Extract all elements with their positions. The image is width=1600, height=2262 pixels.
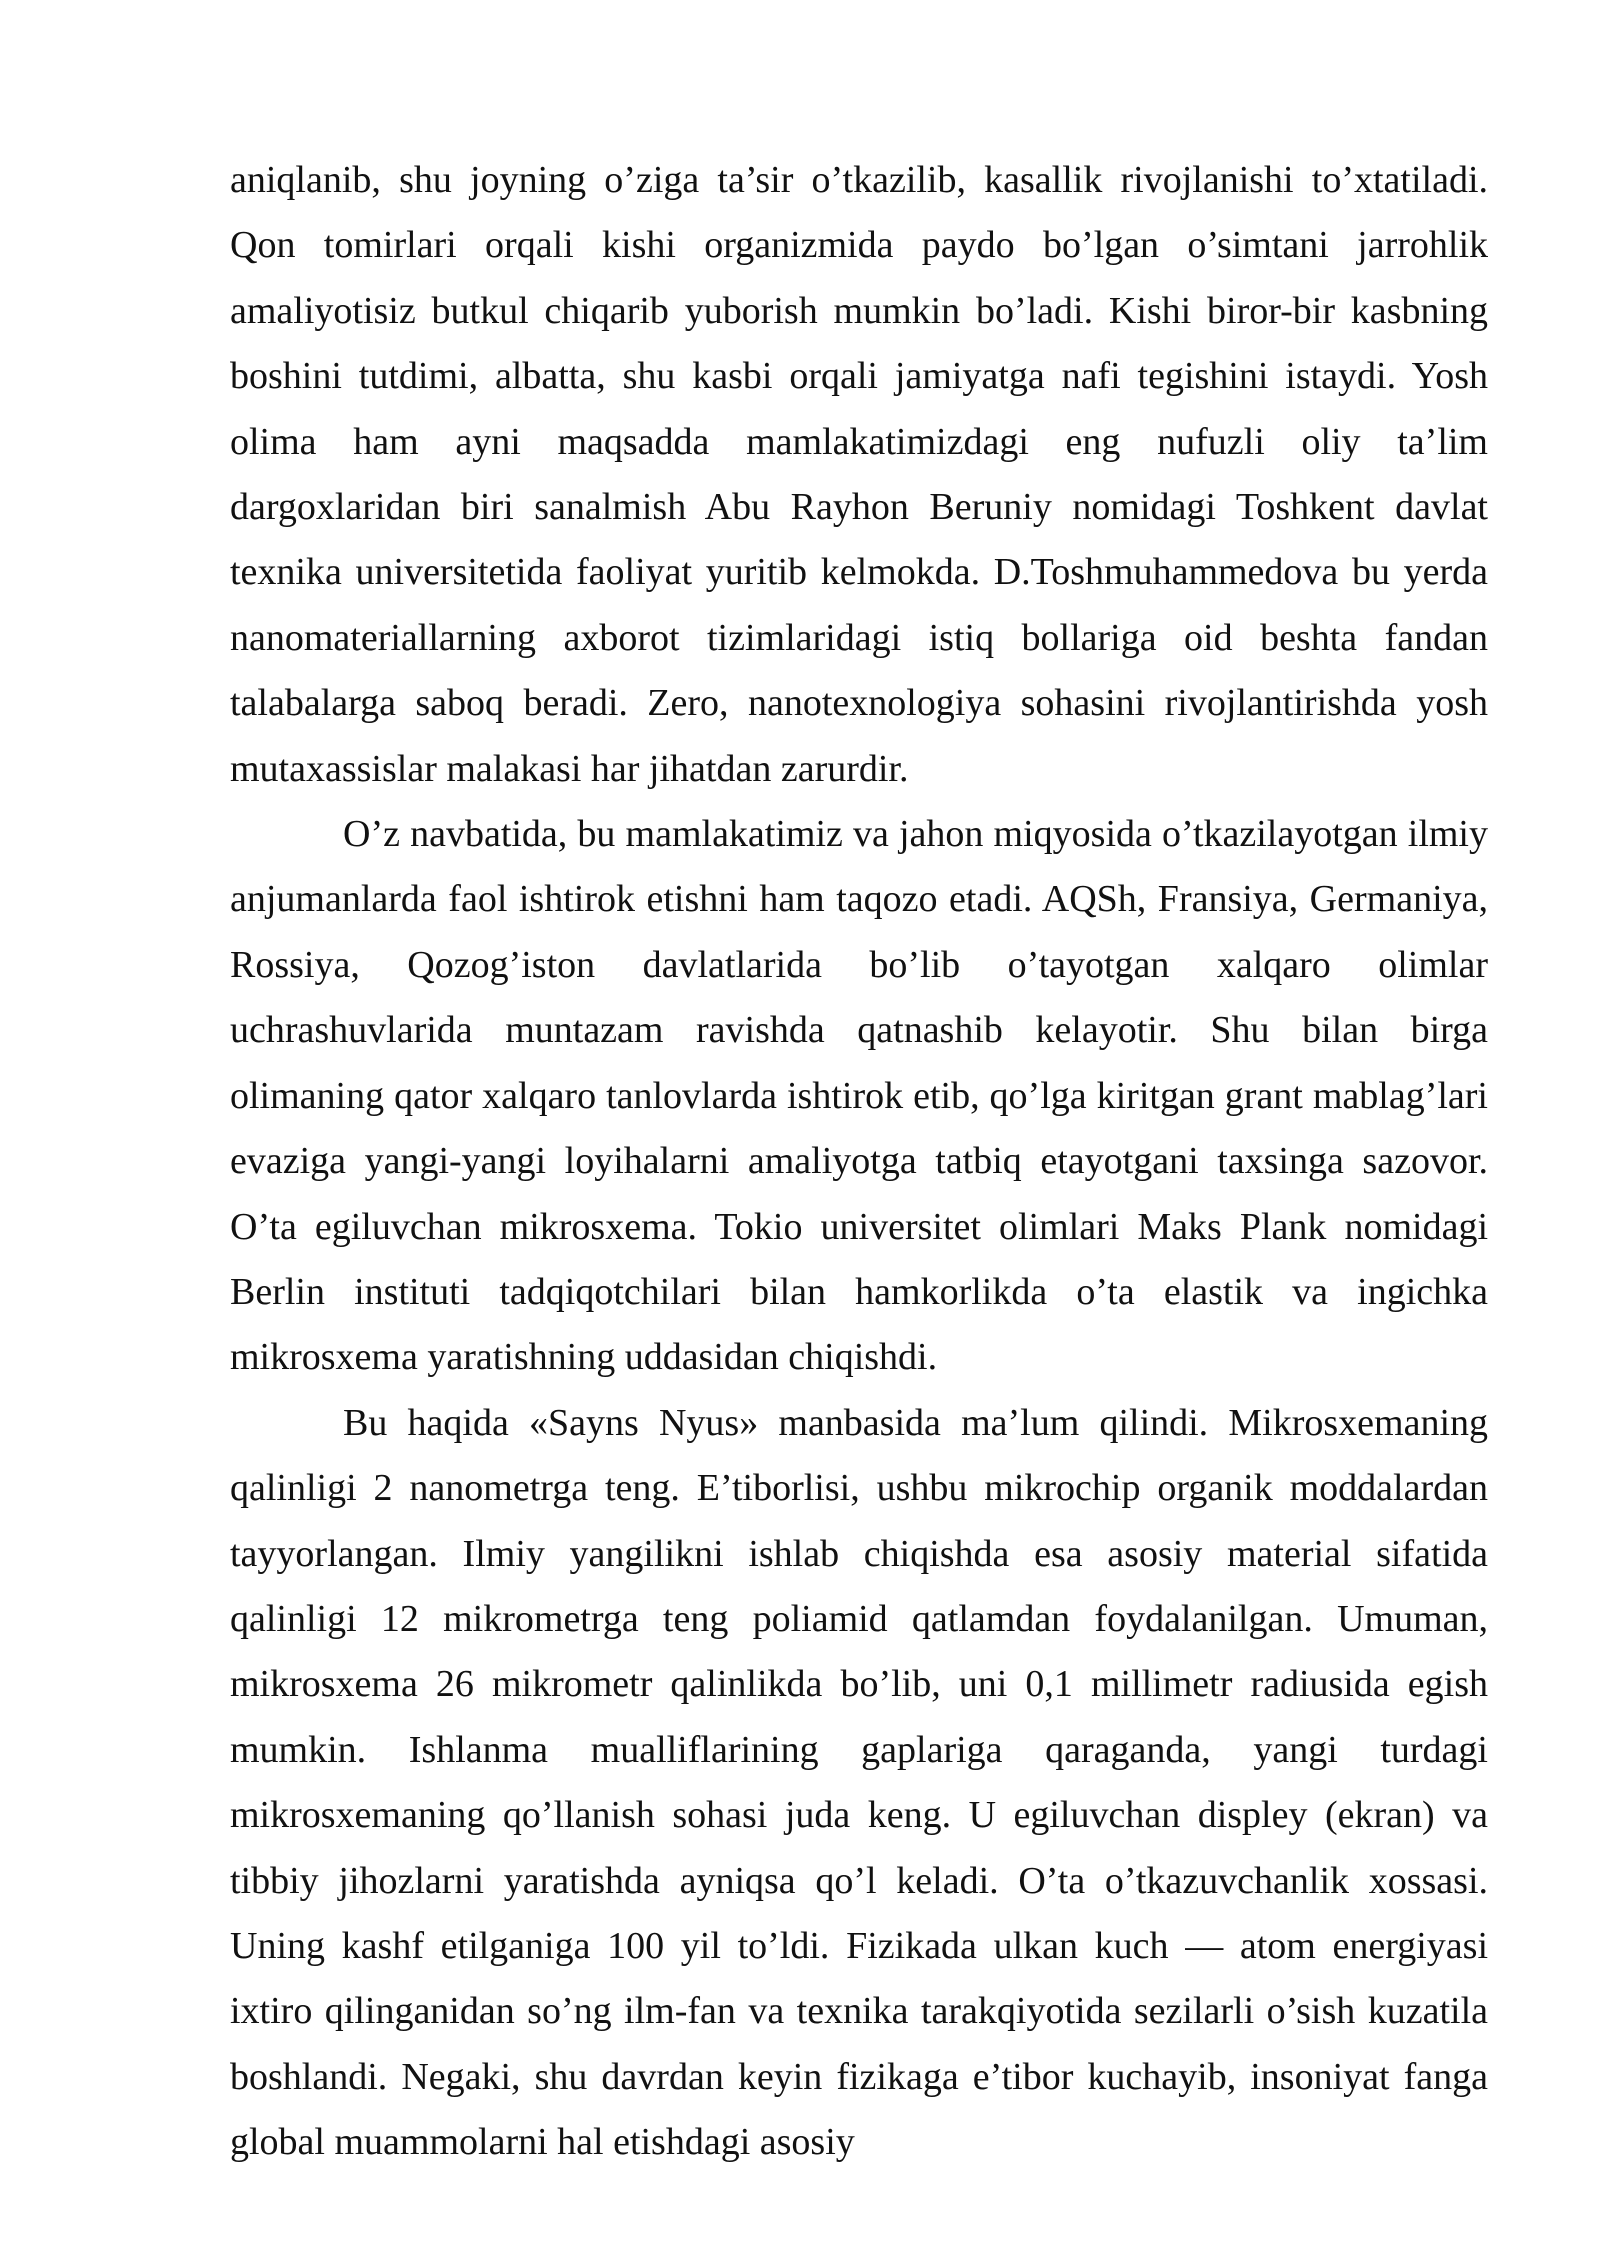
paragraph-3: Bu haqida «Sayns Nyus» manbasida ma’lum qilindi. Mikrosxemaning qalinligi 2 nanometrga teng. E’tiborlisi, ushbu mikrochip organik moddalardan tayyorlangan. Ilmiy yangilikni ishlab chiqishda esa asosiy material sifatida qalinligi 12 mikrometrga teng poliamid qatlamdan foydalanilgan. Umuman, mikrosxema 26 mikrometr qalinlikda bo’lib, uni 0,1 millimetr radiusida egish mumkin. Ishlanma mualliflarining gaplariga qaraganda, yangi turdagi mikrosxemaning qo’llanish sohasi juda keng. U egiluvchan displey (ekran) va tibbiy jihozlarni yaratishda ayniqsa qo’l keladi. O’ta o’tkazuvchanlik xossasi. Uning kashf etilganiga 100 yil to’ldi. Fizikada ulkan kuch — atom energiyasi ixtiro qilinganidan so’ng ilm-fan va texnika tarakqiyotida sezilarli o’sish kuzatila boshlandi. Negaki, shu davrdan keyin fizikaga e’tibor kuchayib, insoniyat fanga global muammolarni hal etishdagi asosiy — [230, 1401, 1488, 2164]
body-text — [230, 148, 1488, 2176]
paragraph-1: aniqlanib, shu joyning o’ziga ta’sir o’tkazilib, kasallik rivojlanishi to’xtatiladi. Qon tomirlari orqali kishi organizmida paydo bo’lgan o’simtani jarrohlik amaliyotisiz butkul chiqarib yuborish mumkin bo’ladi. Kishi biror-bir kasbning boshini tutdimi, albatta, shu kasbi orqali jamiyatga nafi tegishini istaydi. Yosh olima ham ayni maqsadda mamlakatimizdagi eng nufuzli oliy ta’lim dargoxlaridan biri sanalmish Abu Rayhon Beruniy nomidagi Toshkent davlat texnika universitetida faoliyat yuritib kelmokda. D.Toshmuhammedova bu yerda nanomateriallarning axborot tizimlaridagi istiq bollariga oid beshta fandan talabalarga saboq beradi. Zero, nanotexnologiya sohasini rivojlantirishda yosh mutaxassislar malakasi har jihatdan zarurdir. — [230, 159, 1488, 790]
paragraph-2: O’z navbatida, bu mamlakatimiz va jahon miqyosida o’tkazilayotgan ilmiy anjumanlarda faol ishtirok etishni ham taqozo etadi. AQSh, Fransiya, Germaniya, Rossiya, Qozog’iston davlatlarida bo’lib o’tayotgan xalqaro olimlar uchrashuvlarida muntazam ravishda qatnashib kelayotir. Shu bilan birga olimaning qator xalqaro tanlovlarda ishtirok etib, qo’lga kiritgan grant mablag’lari evaziga yangi-yangi loyihalarni amaliyotga tatbiq etayotgani taxsinga sazovor. O’ta egiluvchan mikrosxema. Tokio universitet olimlari Maks Plank nomidagi Berlin instituti tadqiqotchilari bilan hamkorlikda o’ta elastik va ingichka mikrosxema yaratishning uddasidan chiqishdi. — [230, 813, 1488, 1379]
